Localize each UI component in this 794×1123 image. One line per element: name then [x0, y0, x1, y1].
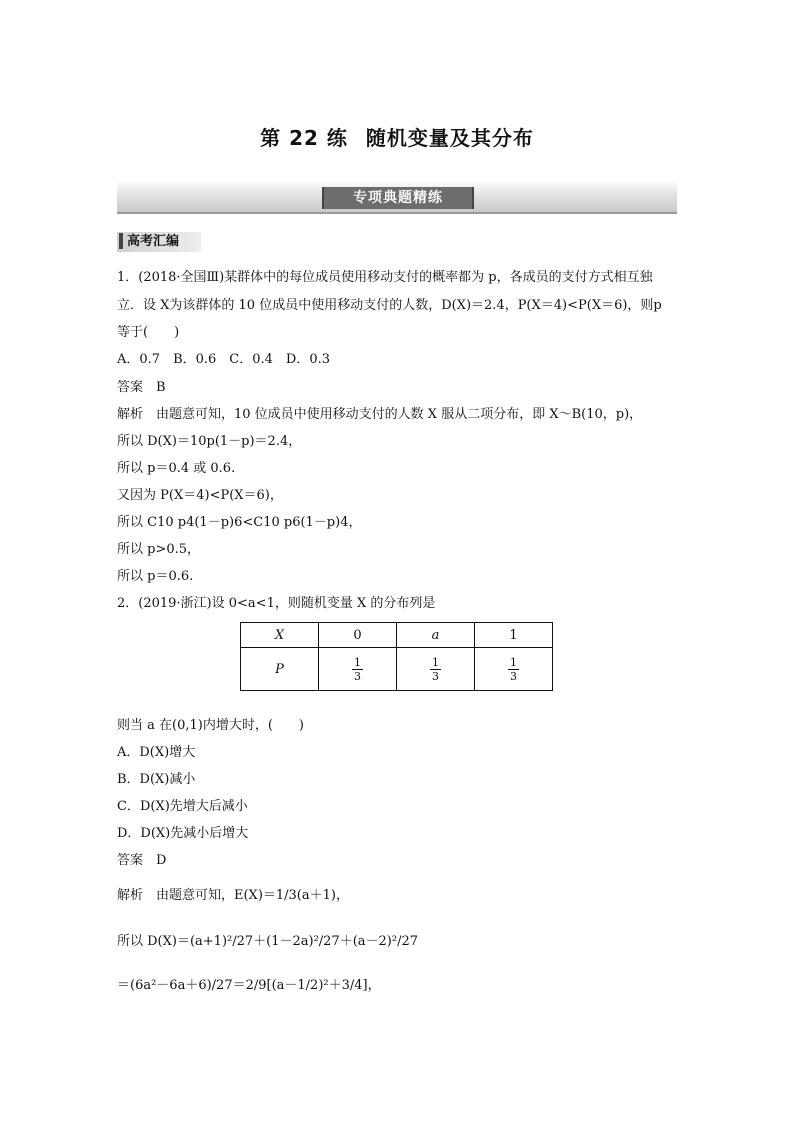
- banner-label: 专项典题精练: [322, 187, 474, 209]
- section-marker: [119, 233, 123, 249]
- q2-question: 则当 a 在(0,1)内增大时，( ): [117, 718, 304, 733]
- table-header-0: 0: [319, 623, 397, 648]
- table-cell-p0: $\frac{1}{3}$: [319, 648, 397, 691]
- q2-solution-1: 解析 由题意可知，E(X)＝1/3(a＋1)，: [117, 888, 349, 903]
- q1-solution-2: 所以 D(X)＝10p(1－p)＝2.4，: [117, 434, 302, 449]
- q1-solution-1: 解析 由题意可知，10 位成员中使用移动支付的人数 X 服从二项分布，即 X～B(10，p)，: [117, 407, 643, 422]
- q2-option-c: C．D(X)先增大后减小: [117, 799, 248, 814]
- table-header-1: 1: [475, 623, 553, 648]
- table-header-a: a: [397, 623, 475, 648]
- q2-option-d: D．D(X)先减小后增大: [117, 826, 249, 841]
- q2-option-b: B．D(X)减小: [117, 772, 196, 787]
- page-title: 第 22 练 随机变量及其分布: [260, 126, 534, 150]
- table-cell-pa: $\frac{1}{3}$: [397, 648, 475, 691]
- table-row-label-p: P: [241, 648, 319, 691]
- q1-solution-5: 所以 C10 p4(1－p)6<C10 p6(1－p)4，: [117, 515, 362, 530]
- q2-solution-2: 所以 D(X)＝(a+1)²/27＋(1－2a)²/27＋(a－2)²/27: [117, 934, 419, 949]
- section-header: 高考汇编: [117, 232, 201, 252]
- q1-line1: 1．(2018·全国Ⅲ)某群体中的每位成员使用移动支付的概率都为 p，各成员的支付方式相互独: [117, 270, 653, 285]
- q2-answer: 答案 D: [117, 853, 167, 868]
- q1-options: A．0.7 B．0.6 C．0.4 D．0.3: [117, 352, 331, 367]
- q1-line3: 等于( ): [117, 325, 180, 340]
- table-header-x: X: [241, 623, 319, 648]
- q2-solution-3: ＝(6a²－6a＋6)/27＝2/9[(a－1/2)²＋3/4]，: [117, 978, 381, 993]
- q2-stem: 2．(2019·浙江)设 0<a<1，则随机变量 X 的分布列是: [117, 596, 436, 611]
- q1-solution-4: 又因为 P(X＝4)<P(X＝6)，: [117, 488, 283, 503]
- q2-option-a: A．D(X)增大: [117, 745, 196, 760]
- q1-line2: 立．设 X为该群体的 10 位成员中使用移动支付的人数，D(X)＝2.4，P(X＝4)<P(X＝6)，则p: [117, 298, 662, 313]
- table-cell-p1: $\frac{1}{3}$: [475, 648, 553, 691]
- q1-solution-3: 所以 p＝0.4 或 0.6.: [117, 461, 236, 476]
- q1-solution-6: 所以 p>0.5，: [117, 542, 201, 557]
- q1-solution-7: 所以 p＝0.6.: [117, 569, 194, 584]
- distribution-table: [240, 622, 553, 691]
- q1-answer: 答案 B: [117, 380, 166, 395]
